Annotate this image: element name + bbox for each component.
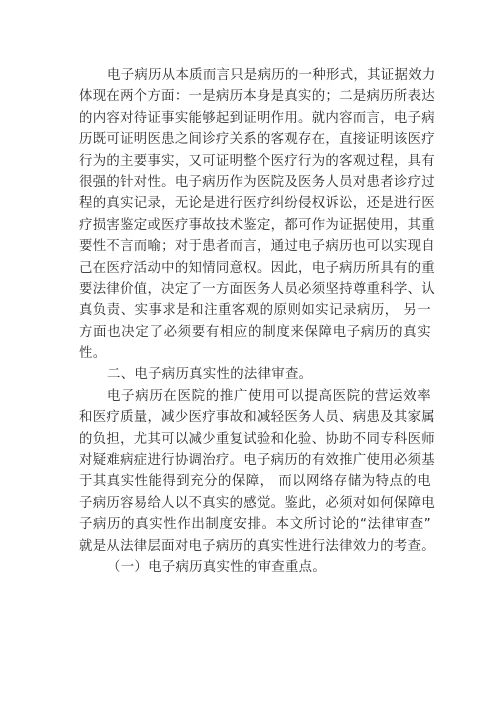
text-line: 就是从法律层面对电子病历的真实性进行法律效力的考查。 [79, 538, 435, 554]
subsection-heading: （一）电子病历真实性的审查重点。 [107, 559, 327, 575]
text-line: 行为的主要事实，又可证明整个医疗行为的客观过程，具有 [79, 153, 435, 169]
text-line: 体现在两个方面：一是病历本身是真实的；二是病历所表达 [79, 89, 435, 105]
text-line: 和医疗质量，减少医疗事故和减轻医务人员、病患及其家属 [79, 410, 435, 426]
text-line: 于其真实性能得到充分的保障， 而以网络存储为特点的电 [79, 474, 431, 490]
text-line: 疗损害鉴定或医疗事故技术鉴定，都可作为证据使用，其重 [79, 217, 435, 233]
text-line: 电子病历在医院的推广使用可以提高医院的营运效率 [107, 388, 431, 404]
paragraph-legal-review [79, 386, 435, 557]
text-line: 己在医疗活动中的知情同意权。因此，电子病历所具有的重 [79, 260, 435, 276]
text-line: 很强的针对性。电子病历作为医院及医务人员对患者诊疗过 [79, 174, 435, 190]
text-line: 的负担，尤其可以减少重复试验和化验、协助不同专科医师 [79, 431, 435, 447]
text-line: 电子病历从本质而言只是病历的一种形式，其证据效力 [107, 68, 436, 83]
text-line: 方面也决定了必须要有相应的制度来保障电子病历的真实 [79, 324, 431, 340]
text-line: 的内容对待证事实能够起到证明作用。就内容而言，电子病 [79, 110, 435, 126]
paragraph-evidence-value [79, 65, 436, 364]
text-line: 真负责、实事求是和注重客观的原则如实记录病历， 另一 [79, 303, 431, 319]
text-line: 程的真实记录，无论是进行医疗纠纷侵权诉讼，还是进行医 [79, 196, 435, 212]
text-line: 历既可证明医患之间诊疗关系的客观存在，直接证明该医疗 [79, 132, 435, 148]
section-heading: 二、电子病历真实性的法律审查。 [107, 367, 313, 383]
text-line: 性。 [79, 346, 107, 362]
text-line: 要法律价值，决定了一方面医务人员必须坚持尊重科学、认 [79, 281, 435, 297]
text-line: 子病历的真实性作出制度安排。本文所讨论的“法律审查” [79, 517, 431, 533]
text-line: 要性不言而喻；对于患者而言，通过电子病历也可以实现自 [79, 239, 435, 255]
text-line: 子病历容易给人以不真实的感觉。鉴此，必须对如何保障电 [79, 495, 435, 511]
text-line: 对疑难病症进行协调治疗。电子病历的有效推广使用必须基 [79, 453, 435, 469]
document-body [79, 65, 436, 578]
